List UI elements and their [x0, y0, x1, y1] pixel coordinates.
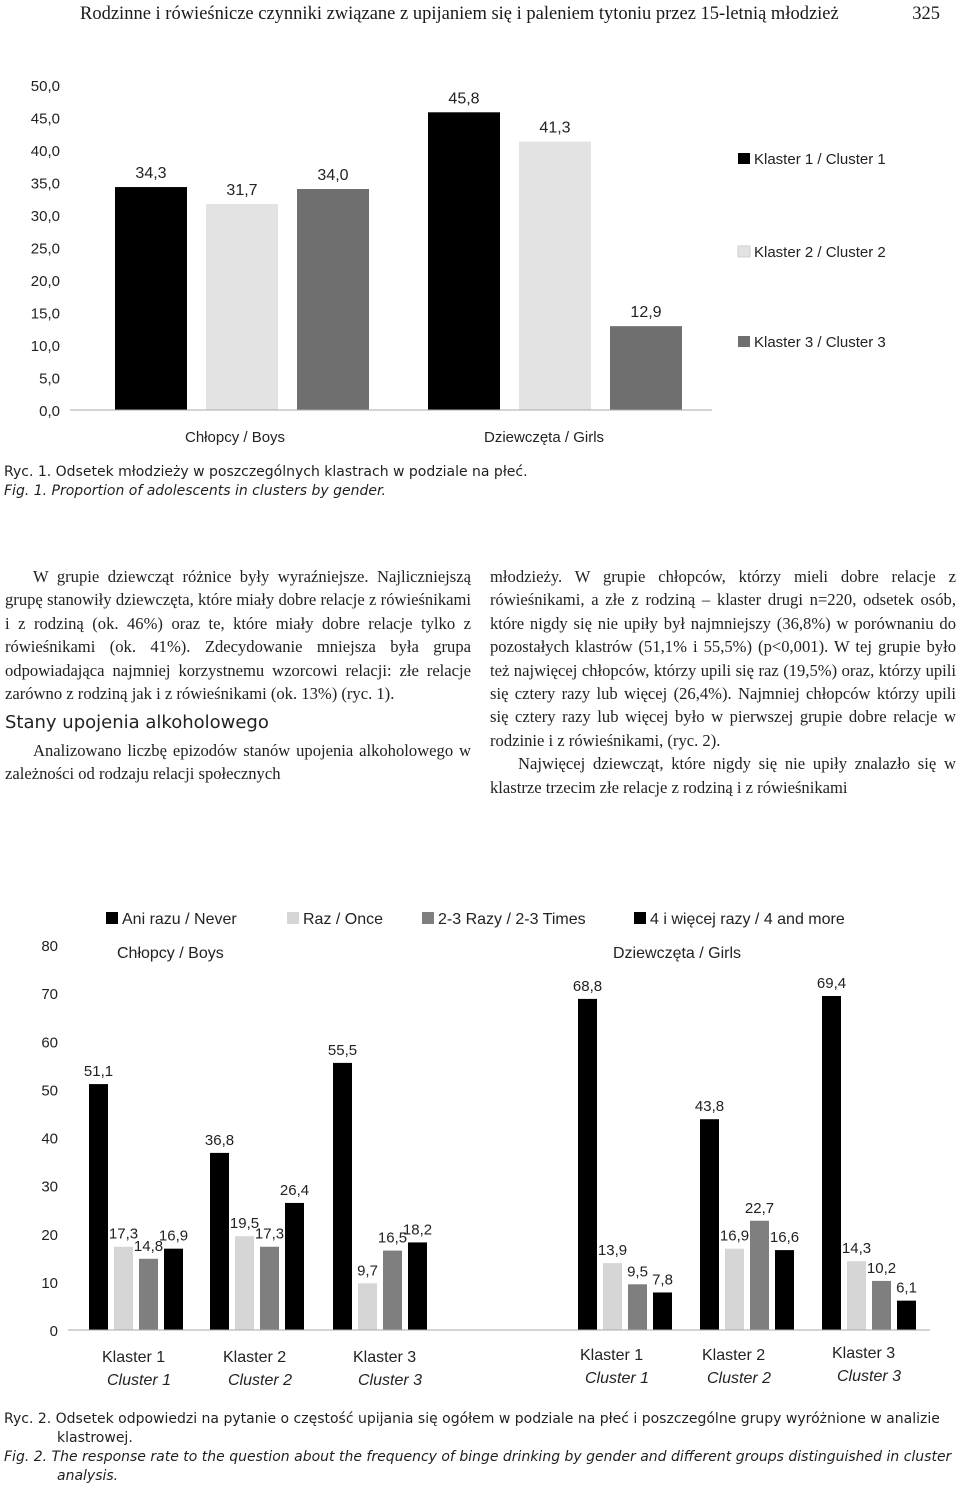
right-paragraph-2: Najwięcej dziewcząt, które nigdy się nie upiły znalazło się w klastrze trzecim złe relacje z rodziną i z rówieśnikami: [490, 754, 956, 797]
fig2-value-label: 16,9: [719, 1227, 750, 1245]
fig2-legend-label: Ani razu / Never: [122, 911, 237, 928]
fig1-legend-label: Klaster 3 / Cluster 3: [754, 334, 886, 351]
fig1-ytick-label: 15,0: [30, 305, 60, 323]
fig2-ytick-label: 60: [41, 1034, 58, 1052]
fig2-cluster-label: Klaster 3: [832, 1345, 896, 1362]
fig2-bar: [358, 1283, 377, 1330]
fig2-cluster-label-en: Cluster 2: [228, 1372, 293, 1389]
fig2-cluster-label-en: Cluster 3: [837, 1368, 902, 1385]
fig1-ytick-label: 20,0: [30, 273, 60, 290]
fig1-group-label-boys: Chłopcy / Boys: [185, 429, 286, 446]
fig2-bar: [285, 1203, 304, 1330]
fig2-value-label: 43,8: [694, 1098, 725, 1116]
fig2-legend-swatch: [634, 912, 646, 924]
fig2-cluster-label: Klaster 1: [102, 1349, 166, 1366]
fig2-ytick-label: 20: [41, 1226, 58, 1244]
fig1-ytick-label: 25,0: [30, 240, 60, 258]
fig2-value-label: 17,3: [108, 1225, 139, 1243]
fig1-legend-swatch: [738, 246, 750, 257]
running-title: Rodzinne i rówieśnicze czynniki związane z upijaniem się i paleniem tytoniu przez 15-letnią młodzież: [80, 4, 839, 24]
fig2-ytick-label: 0: [49, 1323, 58, 1340]
fig2-bar: [89, 1084, 108, 1330]
fig2-value-label: 7,8: [652, 1271, 673, 1289]
fig1-ytick-label: 45,0: [30, 110, 60, 128]
figure2-caption: [4, 1410, 954, 1486]
fig1-value-label: 41,3: [539, 119, 571, 137]
fig2-legend-swatch: [287, 912, 299, 924]
page-number: 325: [912, 4, 940, 24]
fig2-cluster-label-en: Cluster 1: [107, 1372, 172, 1389]
fig2-group-label-boys: Chłopcy / Boys: [117, 945, 224, 962]
fig2-value-label: 22,7: [744, 1199, 775, 1217]
fig2-value-label: 9,5: [627, 1263, 648, 1281]
fig2-value-label: 6,1: [896, 1279, 917, 1297]
fig2-value-label: 55,5: [327, 1041, 358, 1059]
fig2-value-label: 36,8: [204, 1131, 235, 1149]
fig2-value-label: 69,4: [816, 975, 847, 993]
fig1-value-label: 45,8: [448, 90, 480, 108]
fig2-legend-label: Raz / Once: [303, 911, 384, 928]
fig1-legend-swatch: [738, 336, 750, 347]
fig1-ytick-label: 30,0: [30, 208, 60, 225]
fig2-value-label: 26,4: [279, 1181, 310, 1199]
left-column: [5, 565, 471, 786]
fig1-ytick-label: 10,0: [30, 338, 60, 355]
fig2-value-label: 16,5: [377, 1229, 408, 1247]
section-title: Stany upojenia alkoholowego: [5, 712, 269, 734]
fig1-ytick-label: 0,0: [39, 403, 60, 420]
fig1-ytick-label: 50,0: [30, 78, 60, 95]
fig2-group-label-girls: Dziewczęta / Girls: [613, 945, 742, 962]
left-paragraph-1: W grupie dziewcząt różnice były wyraźniejsze. Najliczniejszą grupę stanowiły dziewczęta, które miały dobre relacje z rówieśnikami i z rodziną (ok. 46%) oraz te, które miały dobre relacje tylko z rówieśnikami (ok. 41%). Zdecydowanie mniejsza była grupa odpowiadająca najmniej korzystnemu wzorcowi relacji: złe relacje zarówno z rodziną jak i z rówieśnikami (ok. 13%) (ryc. 1).: [5, 567, 471, 704]
fig1-ytick-label: 5,0: [39, 370, 60, 388]
fig2-cluster-label: Klaster 2: [223, 1349, 287, 1366]
fig2-value-label: 19,5: [229, 1215, 260, 1233]
fig2-bar: [653, 1292, 672, 1330]
fig1-bar: [297, 189, 369, 410]
fig2-ytick-label: 40: [41, 1130, 58, 1148]
fig2-bar: [872, 1281, 891, 1330]
fig1-ytick-label: 35,0: [30, 175, 60, 193]
fig2-value-label: 14,8: [133, 1237, 164, 1255]
fig2-bar: [897, 1301, 916, 1330]
fig2-bar: [114, 1247, 133, 1330]
fig2-value-label: 51,1: [83, 1063, 114, 1081]
fig2-bar: [235, 1236, 254, 1330]
fig2-value-label: 16,9: [158, 1227, 189, 1245]
fig2-bar: [383, 1251, 402, 1330]
fig2-bar: [628, 1284, 647, 1330]
fig1-value-label: 31,7: [226, 181, 258, 199]
figure1-caption: [4, 463, 904, 501]
fig2-legend-swatch: [106, 912, 118, 924]
fig1-bar: [115, 187, 187, 410]
fig2-bar: [700, 1119, 719, 1330]
fig2-ytick-label: 50: [41, 1082, 58, 1100]
fig2-value-label: 9,7: [357, 1262, 378, 1280]
figure2-chart: [0, 900, 960, 1400]
fig2-cluster-label: Klaster 2: [702, 1347, 766, 1364]
fig2-value-label: 18,2: [402, 1221, 433, 1239]
fig2-value-label: 10,2: [866, 1259, 897, 1277]
fig1-ytick-label: 40,0: [30, 143, 60, 160]
fig2-cluster-label-en: Cluster 3: [358, 1372, 423, 1389]
figure2-caption-en: Fig. 2. The response rate to the question about the frequency of binge drinking by gender and different groups distinguished in cluster analysis.: [4, 1449, 952, 1484]
fig1-legend-label: Klaster 1 / Cluster 1: [754, 151, 886, 168]
fig2-legend-label: 2-3 Razy / 2-3 Times: [438, 911, 586, 928]
fig1-value-label: 12,9: [630, 304, 662, 322]
fig2-ytick-label: 30: [41, 1178, 58, 1196]
fig2-legend-label: 4 i więcej razy / 4 and more: [650, 911, 845, 928]
fig1-legend-label: Klaster 2 / Cluster 2: [754, 244, 886, 261]
fig2-ytick-label: 70: [41, 986, 58, 1004]
figure2-caption-pl: Ryc. 2. Odsetek odpowiedzi na pytanie o częstość upijania się ogółem w podziale na płeć i poszczególne grupy wyróżnione w analizie klastrowej.: [4, 1411, 940, 1446]
fig2-legend-swatch: [422, 912, 434, 924]
right-column: [490, 565, 956, 799]
fig1-bar: [610, 326, 682, 410]
left-paragraph-2: Analizowano liczbę epizodów stanów upojenia alkoholowego w zależności od rodzaju relacji społecznych: [5, 740, 471, 784]
fig2-bar: [164, 1249, 183, 1330]
fig2-bar: [408, 1242, 427, 1330]
fig2-value-label: 17,3: [254, 1225, 285, 1243]
fig2-value-label: 14,3: [841, 1240, 872, 1258]
fig2-bar: [603, 1263, 622, 1330]
fig2-bar: [775, 1250, 794, 1330]
fig1-bar: [428, 112, 500, 410]
fig2-cluster-label-en: Cluster 1: [585, 1370, 650, 1387]
fig1-group-label-girls: Dziewczęta / Girls: [484, 429, 605, 446]
right-paragraph-1: młodzieży. W grupie chłopców, którzy mieli dobre relacje z rówieśnikami, a złe z rodziną – klaster drugi n=220, odsetek osób, które nigdy się nie upiły był najmniejszy (36,8%) w porównaniu do pozostałych klastrów (51,1% i 55,5%) (p<0,001). W tej grupie było też najwięcej chłopców, którzy upili się raz (19,5%) oraz, którzy upili się cztery razy lub więcej (26,4%). Najmniej chłopców którzy upili się cztery razy lub więcej było w pierwszej grupie dobre relacje w rodzinie i z rówieśnikami, (ryc. 2).: [490, 567, 956, 750]
fig2-cluster-label: Klaster 3: [353, 1349, 417, 1366]
fig2-bar: [750, 1221, 769, 1330]
figure1-caption-pl: Ryc. 1. Odsetek młodzieży w poszczególnych klastrach w podziale na płeć.: [4, 464, 528, 480]
fig2-value-label: 13,9: [597, 1242, 628, 1260]
fig2-bar: [260, 1247, 279, 1330]
fig1-value-label: 34,0: [317, 167, 349, 184]
fig1-legend-swatch: [738, 153, 750, 164]
figure1-caption-en: Fig. 1. Proportion of adolescents in clusters by gender.: [4, 483, 386, 499]
fig1-value-label: 34,3: [135, 165, 167, 183]
fig2-value-label: 16,6: [769, 1229, 800, 1247]
fig2-ytick-label: 80: [41, 938, 58, 955]
fig2-value-label: 68,8: [572, 977, 603, 995]
fig2-bar: [822, 996, 841, 1330]
fig1-bar: [519, 142, 591, 410]
figure1-chart: [0, 60, 960, 455]
fig2-ytick-label: 10: [41, 1274, 58, 1292]
fig2-cluster-label-en: Cluster 2: [707, 1370, 772, 1387]
fig2-bar: [139, 1259, 158, 1330]
fig2-bar: [847, 1261, 866, 1330]
fig2-cluster-label: Klaster 1: [580, 1347, 644, 1364]
fig2-bar: [333, 1063, 352, 1330]
fig2-bar: [210, 1153, 229, 1330]
fig2-bar: [725, 1249, 744, 1330]
fig1-bar: [206, 204, 278, 410]
fig2-bar: [578, 999, 597, 1330]
